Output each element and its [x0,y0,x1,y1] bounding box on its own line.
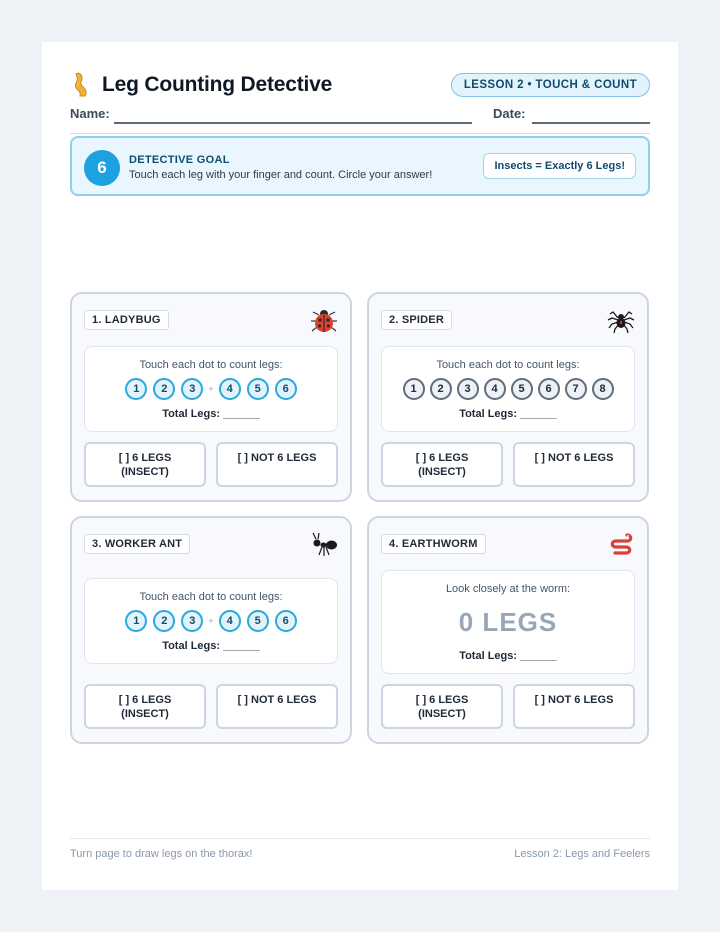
date-label: Date: [493,106,526,121]
choice-label: [ ] 6 LEGS [415,452,469,464]
choice-not-6-legs[interactable] [513,684,635,729]
leg-icon [70,71,92,99]
leg-dot[interactable]: 4 [484,378,506,400]
leg-dot[interactable]: 2 [153,378,175,400]
observation-box [381,570,635,674]
worksheet-page [42,42,678,890]
ant-icon [310,530,338,558]
name-date-row [70,106,650,126]
choice-sublabel: (INSECT) [418,466,466,478]
leg-dots [85,378,337,400]
goal-number-badge: 6 [84,150,120,186]
card-ladybug [70,292,352,502]
leg-dot[interactable]: 3 [181,378,203,400]
observation-instruction: Look closely at the worm: [445,583,571,595]
leg-dot[interactable]: 3 [181,610,203,632]
choice-label: [ ] NOT 6 LEGS [237,452,317,464]
choice-not-6-legs[interactable] [216,684,338,729]
card-worker-ant [70,516,352,744]
zero-legs-text: 0 LEGS [458,607,558,637]
choice-label: [ ] 6 LEGS [415,694,469,706]
count-box [84,578,338,664]
date-field[interactable] [532,122,650,124]
leg-dot[interactable]: 5 [511,378,533,400]
card-spider [367,292,649,502]
page-title: Leg Counting Detective [102,73,333,96]
card-title: 1. LADYBUG [84,310,169,330]
choice-6-legs-insect[interactable] [84,684,206,729]
header-divider [70,133,650,134]
count-instruction: Touch each dot to count legs: [436,359,580,371]
choice-6-legs-insect[interactable] [381,442,503,487]
choice-sublabel: (INSECT) [121,466,169,478]
footer-divider [70,838,650,839]
ladybug-icon [310,306,338,334]
leg-dot[interactable]: 2 [430,378,452,400]
lesson-badge: LESSON 2 • TOUCH & COUNT [451,73,650,97]
leg-dot[interactable]: 6 [538,378,560,400]
total-legs-blank[interactable]: Total Legs: ______ [162,408,260,420]
leg-dot[interactable]: 2 [153,610,175,632]
choice-sublabel: (INSECT) [121,708,169,720]
choice-6-legs-insect[interactable] [84,442,206,487]
total-legs-blank[interactable]: Total Legs: ______ [459,650,557,662]
leg-dot[interactable]: 6 [275,378,297,400]
choice-label: [ ] 6 LEGS [118,694,172,706]
leg-dots [85,610,337,632]
goal-rule-chip: Insects = Exactly 6 Legs! [483,153,636,179]
leg-dot[interactable]: 5 [247,378,269,400]
footer-note: Turn page to draw legs on the thorax! [70,848,253,860]
leg-dot[interactable]: 4 [219,378,241,400]
choice-label: [ ] NOT 6 LEGS [534,452,614,464]
choice-not-6-legs[interactable] [216,442,338,487]
plus-separator: + [208,384,214,394]
name-label: Name: [70,106,110,121]
card-title: 4. EARTHWORM [381,534,486,554]
choice-not-6-legs[interactable] [513,442,635,487]
card-title: 2. SPIDER [381,310,452,330]
spider-icon [607,306,635,334]
leg-dot[interactable]: 7 [565,378,587,400]
leg-dot[interactable]: 3 [457,378,479,400]
worm-icon [607,530,635,558]
leg-dot[interactable]: 5 [247,610,269,632]
leg-dot[interactable]: 8 [592,378,614,400]
choice-sublabel: (INSECT) [418,708,466,720]
card-earthworm [367,516,649,744]
choice-label: [ ] NOT 6 LEGS [534,694,614,706]
goal-title: DETECTIVE GOAL [129,154,230,166]
card-title: 3. WORKER ANT [84,534,190,554]
header [70,70,650,100]
plus-separator: + [208,616,214,626]
count-instruction: Touch each dot to count legs: [139,591,283,603]
count-instruction: Touch each dot to count legs: [139,359,283,371]
leg-dots [382,378,634,400]
count-box [381,346,635,432]
leg-dot[interactable]: 4 [219,610,241,632]
detective-goal-box [70,136,650,196]
leg-dot[interactable]: 6 [275,610,297,632]
count-box [84,346,338,432]
leg-dot[interactable]: 1 [125,610,147,632]
leg-dot[interactable]: 1 [125,378,147,400]
choice-label: [ ] 6 LEGS [118,452,172,464]
name-field[interactable] [114,122,472,124]
choice-6-legs-insect[interactable] [381,684,503,729]
goal-text: Touch each leg with your finger and count. Circle your answer! [129,169,433,181]
choice-label: [ ] NOT 6 LEGS [237,694,317,706]
leg-dot[interactable]: 1 [403,378,425,400]
total-legs-blank[interactable]: Total Legs: ______ [162,640,260,652]
footer-lesson-label: Lesson 2: Legs and Feelers [514,848,650,860]
total-legs-blank[interactable]: Total Legs: ______ [459,408,557,420]
